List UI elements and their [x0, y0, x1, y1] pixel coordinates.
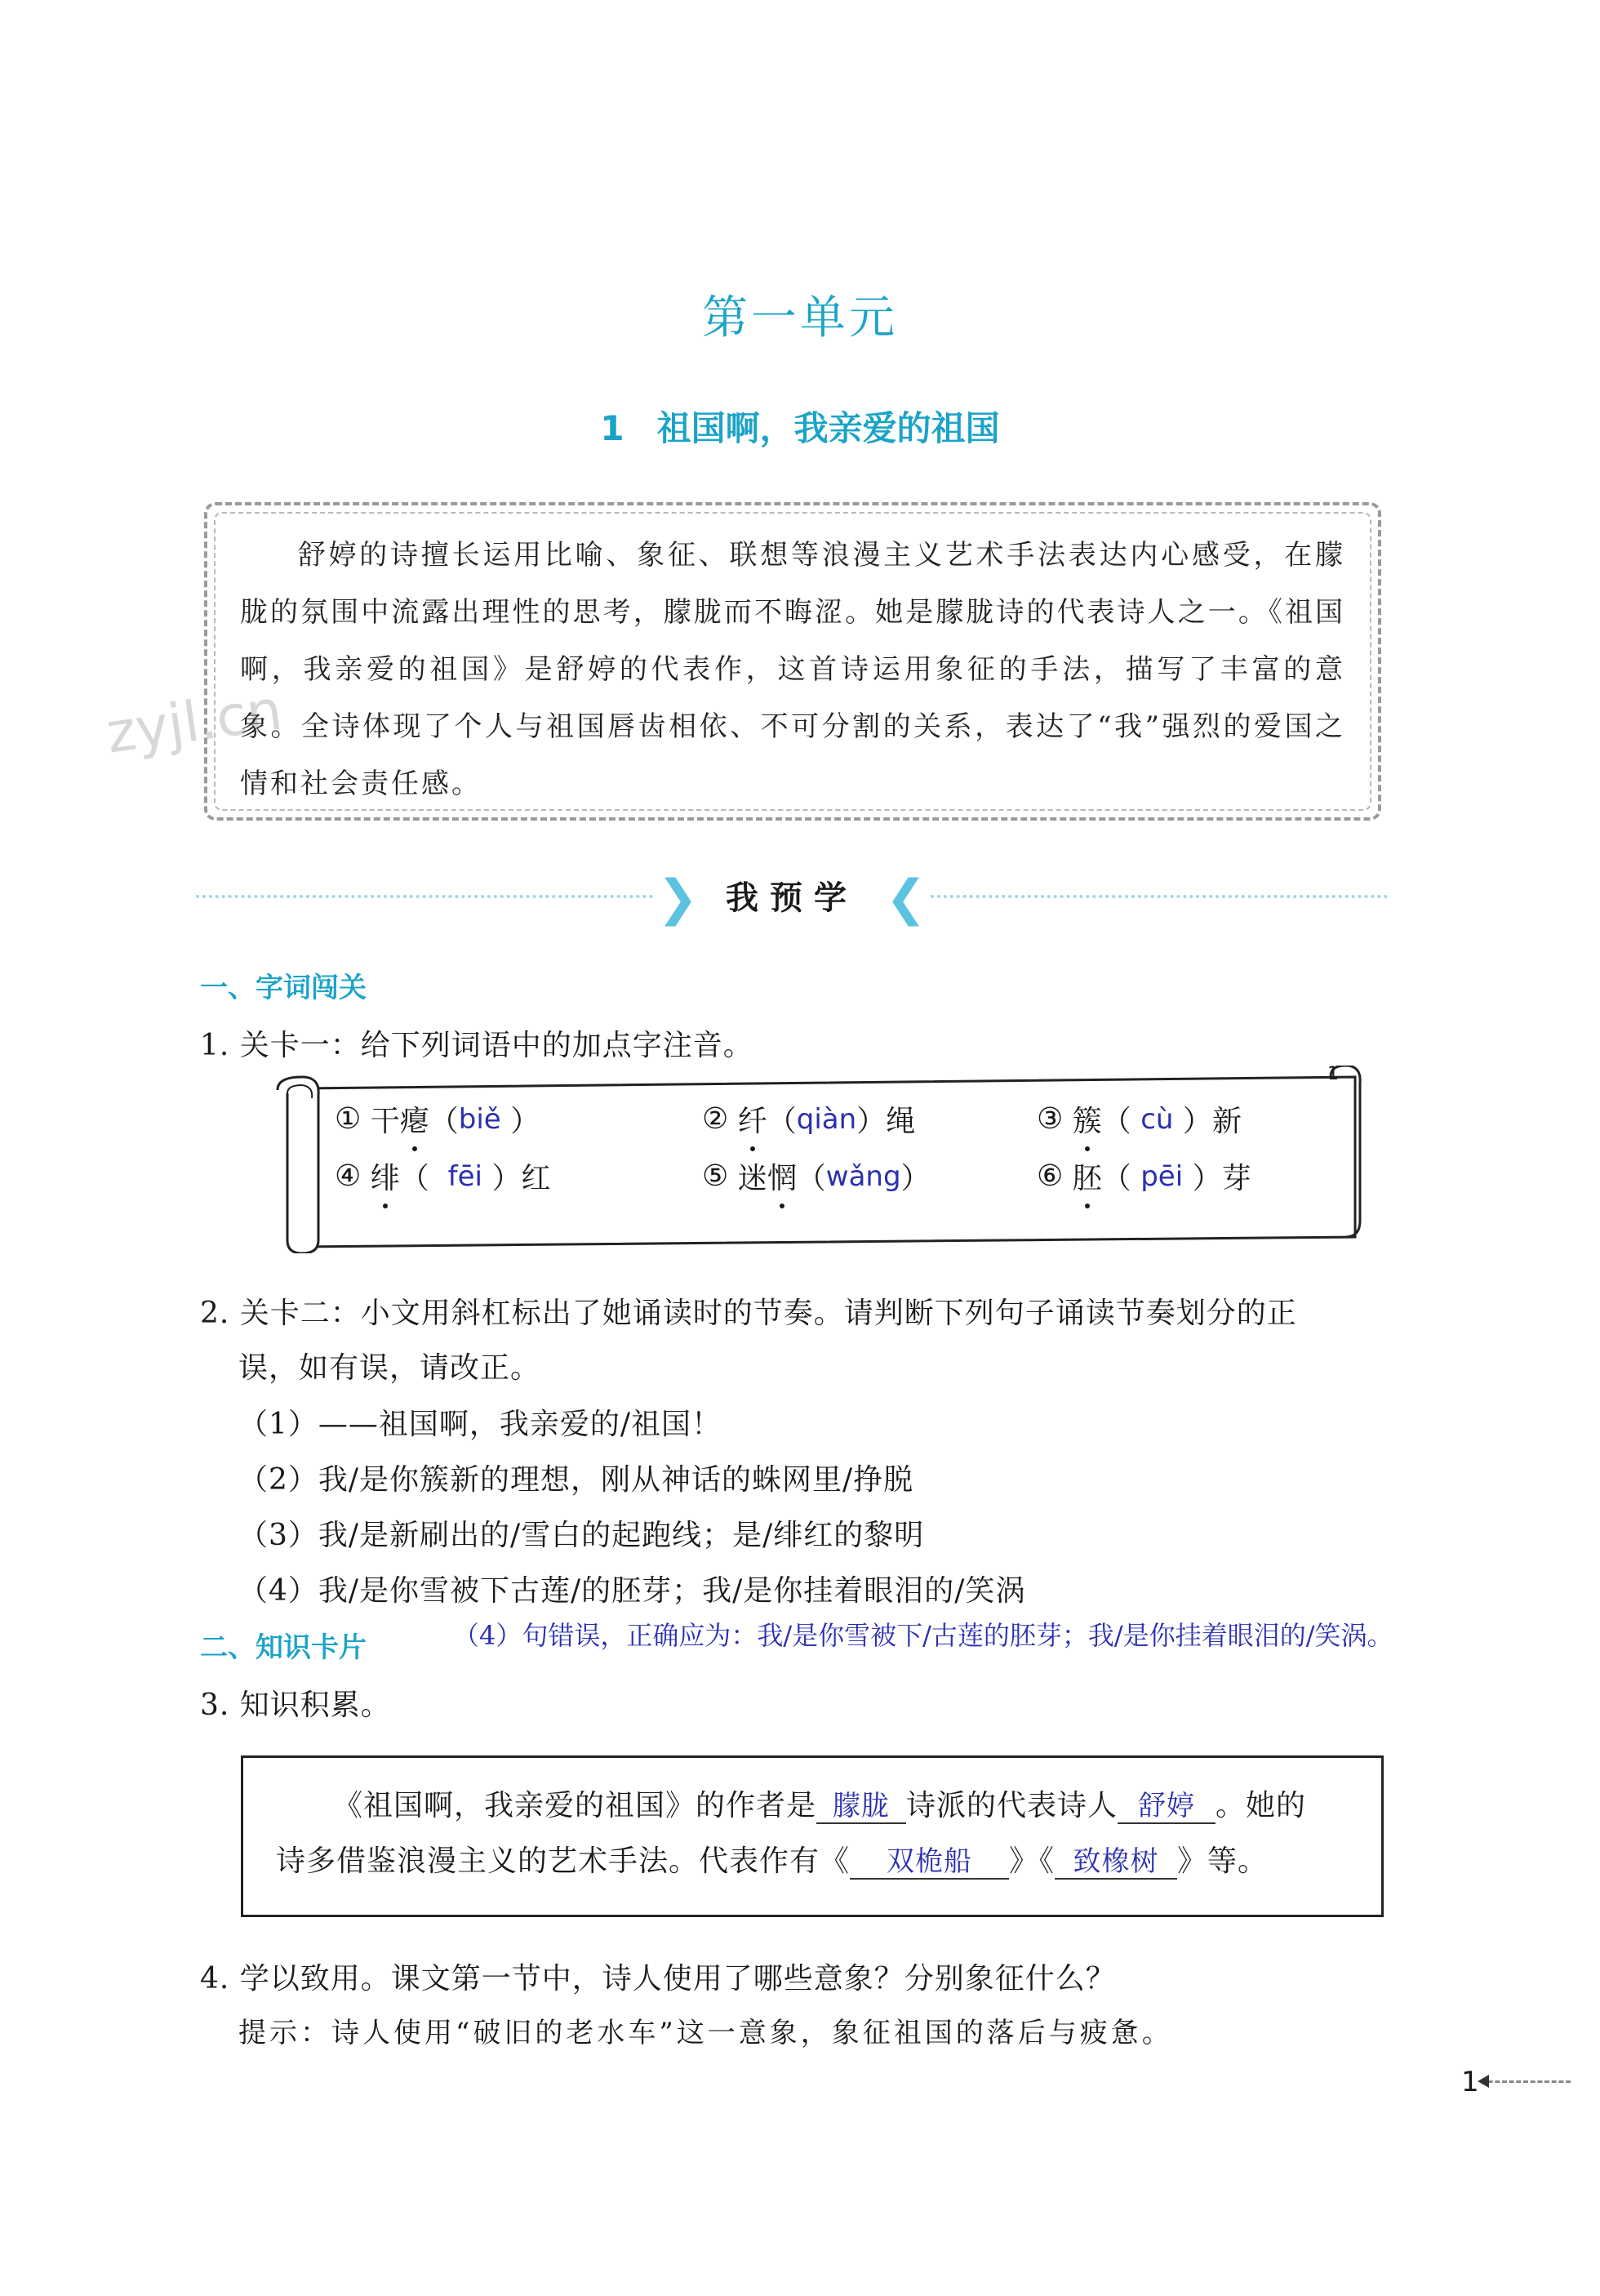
chevron-right-icon: ❯ [657, 870, 699, 927]
intro-paragraph: 舒婷的诗擅长运用比喻、象征、联想等浪漫主义艺术手法表达内心感受，在朦胧的氛围中流露出理性的思考，朦胧而不晦涩。她是朦胧诗的代表诗人之一。《祖国啊，我亲爱的祖国》是舒婷的代表作，这首诗运用象征的手法，描写了丰富的意象。全诗体现了个人与祖国唇齿相依、不可分割的关系，表达了“我”强烈的爱国之情和社会责任感。 [240, 539, 1345, 800]
item-marker: ③ [1037, 1102, 1064, 1136]
question-1-prompt: 1. 关卡一：给下列词语中的加点字注音。 [200, 1029, 753, 1062]
pinyin-answer: cù [1140, 1102, 1174, 1136]
pinyin-item-4 [335, 1155, 550, 1197]
item-post: 红 [521, 1162, 551, 1195]
preview-banner [196, 865, 1388, 931]
question-2-prompt-line2: 误，如有误，请改正。 [238, 1351, 541, 1385]
knowledge-text: 诗多借鉴浪漫主义的艺术手法。代表作有《 [276, 1844, 851, 1878]
paren-open: （ [1101, 1105, 1131, 1138]
blank-poetry-school: 朦胧 [816, 1790, 906, 1824]
pinyin-item-3 [1037, 1098, 1242, 1140]
unit-title: 第一单元 [702, 291, 898, 345]
lesson-number: 1 [600, 408, 624, 448]
item-pre: 迷 [737, 1162, 767, 1195]
item-post: 芽 [1221, 1162, 1251, 1195]
item-marker: ① [335, 1102, 362, 1136]
question-3-prompt: 3. 知识积累。 [200, 1689, 391, 1722]
knowledge-text: 。她的 [1216, 1789, 1307, 1822]
item-post: 绳 [886, 1105, 916, 1138]
pinyin-answer: qiàn [796, 1102, 857, 1136]
pinyin-item-5 [702, 1155, 931, 1197]
pinyin-answer: fēi [447, 1159, 482, 1193]
item-marker: ⑤ [702, 1159, 729, 1193]
item-marker: ② [702, 1102, 729, 1136]
knowledge-text: 》等。 [1177, 1844, 1269, 1878]
paren-open: （ [399, 1162, 429, 1195]
paren-close: ） [491, 1162, 522, 1195]
blank-poet: 舒婷 [1118, 1790, 1216, 1824]
dotted-char: 胚 [1073, 1155, 1102, 1197]
blank-work-2: 致橡树 [1055, 1845, 1177, 1880]
pinyin-item-2 [702, 1098, 915, 1140]
lesson-title-text: 祖国啊，我亲爱的祖国 [656, 408, 1000, 448]
question-2-item-3: （3）我/是新刷出的/雪白的起跑线；是/绯红的黎明 [238, 1519, 925, 1552]
item-marker: ④ [335, 1159, 362, 1193]
dotted-char: 绯 [371, 1155, 400, 1197]
watermark: zyjl.cn [102, 678, 287, 767]
blank-work-1: 双桅船 [850, 1845, 1009, 1880]
paren-open: （ [429, 1105, 459, 1138]
preview-label: 我预学 [726, 879, 858, 917]
dotted-rule-right [931, 895, 1388, 906]
knowledge-line-2 [276, 1838, 1268, 1880]
page-number: 1 [1461, 2066, 1479, 2098]
question-2-prompt-line1: 2. 关卡二：小文用斜杠标出了她诵读时的节奏。请判断下列句子诵读节奏划分的正 [200, 1297, 1297, 1330]
knowledge-line-1 [333, 1782, 1306, 1824]
item-post: 新 [1211, 1105, 1242, 1138]
dotted-char: 纤 [738, 1098, 767, 1140]
lesson-title [0, 402, 1600, 451]
knowledge-text: 《祖国啊，我亲爱的祖国》的作者是 [333, 1789, 817, 1822]
paren-close: ） [510, 1105, 540, 1138]
pinyin-scroll [269, 1066, 1363, 1253]
dotted-char: 瘪 [400, 1098, 429, 1140]
question-4-hint: 提示：诗人使用“破旧的老水车”这一意象，象征祖国的落后与疲惫。 [238, 2017, 1173, 2049]
item-marker: ⑥ [1037, 1159, 1064, 1193]
paren-close: ） [1192, 1162, 1222, 1195]
paren-close: ） [900, 1162, 931, 1195]
dotted-char: 惘 [767, 1155, 797, 1197]
chevron-left-icon: ❮ [885, 870, 927, 927]
question-4-prompt: 4. 学以致用。课文第一节中，诗人使用了哪些意象？分别象征什么？ [200, 1962, 1116, 1996]
intro-text [240, 527, 1345, 812]
question-2-answer: （4）句错误，正确应为：我/是你雪被下/古莲的胚芽；我/是你挂着眼泪的/笑涡。 [453, 1620, 1393, 1651]
pinyin-item-1 [335, 1098, 540, 1140]
paren-open: （ [796, 1162, 826, 1195]
question-2-item-2: （2）我/是你簇新的理想，刚从神话的蛛网里/挣脱 [238, 1463, 914, 1497]
paren-close: ） [856, 1105, 887, 1138]
knowledge-box [241, 1755, 1384, 1917]
question-2-item-1: （1）——祖国啊，我亲爱的/祖国！ [238, 1408, 722, 1441]
knowledge-text: 》《 [1009, 1844, 1056, 1878]
item-pre: 干 [370, 1105, 400, 1138]
question-2-item-4: （4）我/是你雪被下古莲/的胚芽；我/是你挂着眼泪的/笑涡 [238, 1574, 1026, 1608]
section-heading-1: 一、字词闯关 [200, 972, 367, 1004]
knowledge-text: 诗派的代表诗人 [906, 1789, 1118, 1822]
paren-open: （ [767, 1105, 797, 1138]
paren-close: ） [1182, 1105, 1212, 1138]
pinyin-item-6 [1037, 1155, 1251, 1197]
scroll-number: 1 [1327, 1064, 1339, 1084]
paren-open: （ [1101, 1162, 1131, 1195]
dotted-char: 簇 [1073, 1098, 1102, 1140]
section-heading-2: 二、知识卡片 [200, 1631, 367, 1664]
pinyin-answer: pēi [1140, 1159, 1184, 1193]
intro-box [204, 502, 1381, 821]
pinyin-answer: biě [458, 1102, 501, 1136]
pinyin-answer: wǎng [825, 1159, 901, 1193]
page-arrow-icon [1481, 2080, 1571, 2086]
